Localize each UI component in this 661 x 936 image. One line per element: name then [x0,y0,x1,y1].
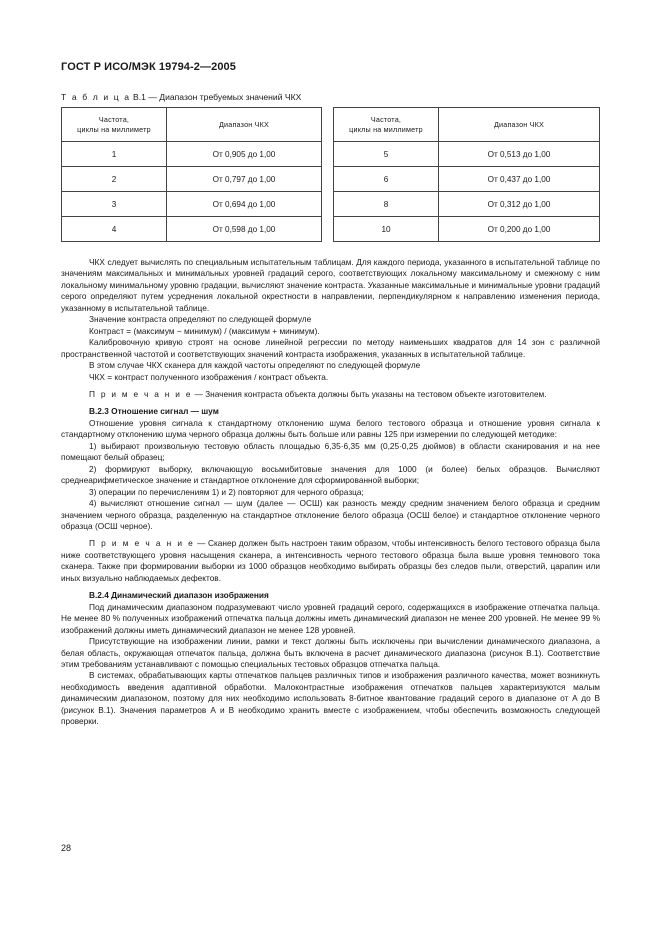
table-row [62,142,322,167]
formula-contrast: Контраст = (максимум − минимум) / (максимум + минимум). [89,325,320,336]
table-row [62,192,322,217]
table-row [334,192,600,217]
table-row [334,142,600,167]
range-cell: От 0,694 до 1,00 [167,192,322,217]
header-frequency: Частота, циклы на миллиметр [62,108,167,142]
formula-mtf: ЧКХ = контраст полученного изображения / контраст объекта. [89,371,329,382]
frequency-cell: 2 [62,167,167,192]
header-frequency: Частота, циклы на миллиметр [334,108,439,142]
paragraph: В этом случае ЧКХ сканера для каждой частоты определяют по следующей формуле [89,360,421,371]
frequency-cell: 4 [62,217,167,242]
body-text [61,257,600,728]
document-title: ГОСТ Р ИСО/МЭК 19794-2—2005 [61,61,236,73]
table-header-row [334,108,600,142]
frequency-cell: 10 [334,217,439,242]
paragraph: Присутствующие на изображении линии, рамки и текст должны быть исключены при вычислении динамического диапазона, а белая область, окружающая отпечаток пальца, должна быть включена в расчет динамического диапазона (рисунок В.1). Соответствие этим требованиям устанавливают с помощью специальных тестовых образцов отпечатка пальца. [61,636,600,669]
paragraph: Отношение уровня сигнала к стандартному отклонению шума белого тестового образца и отношение уровня сигнала к стандартному отклонению шума черного образца должны быть больше или равны 125 при измерении по следующей методике: [61,417,600,440]
header-mtf-range: Диапазон ЧКХ [439,108,600,142]
paragraph: Значение контраста определяют по следующей формуле [89,314,312,325]
note-label: П р и м е ч а н и е [89,388,193,399]
range-cell: От 0,797 до 1,00 [167,167,322,192]
range-cell: От 0,905 до 1,00 [167,142,322,167]
table-caption-prefix: Т а б л и ц а [61,92,131,102]
list-item: 3) операции по перечислениям 1) и 2) повторяют для черного образца; [89,486,364,497]
table-row [62,167,322,192]
range-cell: От 0,513 до 1,00 [439,142,600,167]
range-cell: От 0,598 до 1,00 [167,217,322,242]
note [61,389,600,400]
paragraph: Калибровочную кривую строят на основе линейной регрессии по методу наименьших квадратов для 14 зон с различной пространственной частотой и соответствующих значений контраста изображения, указанных в испытательной таблице. [61,337,600,359]
note-label: П р и м е ч а н и е [89,538,195,549]
section-heading: В.2.4 Динамический диапазон изображения [89,590,269,601]
paragraph: Под динамическим диапазоном подразумевают число уровней градаций серого, содержащихся в изображение отпечатка пальца. Не менее 80 % полученных изображений отпечатка пальца должны иметь динамический диапазон не менее 200 уровней. Не менее 99 % изображений должны иметь динамический диапазон не менее 128 уровней. [61,601,600,635]
table-header-row [62,108,322,142]
note-text: — Значения контраста объекта должны быть указаны на тестовом объекте изготовителем. [192,388,547,399]
page-number: 28 [61,843,72,853]
note-text: — Сканер должен быть настроен таким образом, чтобы интенсивность белого тестового образца была ниже соответствующего уровня насыщения сканера, а интенсивность черного тестового образца была выше уровня темнового тока сканера. Также при формировании выборки из 1000 образцов необходимо выбирать образцы без следов пыли, отверстий, царапин или иных визуально наблюдаемых дефектов. [61,538,600,583]
table-caption-title: В.1 — Диапазон требуемых значений ЧКХ [130,92,302,102]
range-cell: От 0,312 до 1,00 [439,192,600,217]
paragraph: В системах, обрабатывающих карты отпечатков пальцев различных типов и изображения различного качества, может возникнуть необходимость введения адаптивной обработки. Малоконтрастные изображения отпечатков пальцев характеризуются малым динамическим диапазоном, поэтому для них необходимо использовать 8-битное квантование градаций серого в диапазоне от А до В (рисунок В.1). Значения параметров А и В необходимо хранить вместе с изображением, чтобы обеспечить возможность следующей проверки. [61,670,600,727]
list-item: 1) выбирают произвольную тестовую область площадью 6,35·6,35 мм (0,25·0,25 дюймов) в области сканирования и на нее помещают белый образец; [61,440,600,463]
table-row [62,217,322,242]
table-caption [61,92,301,102]
section-heading: В.2.3 Отношение сигнал — шум [89,406,219,417]
mtf-table-right [333,107,600,238]
frequency-cell: 3 [62,192,167,217]
list-item: 4) вычисляют отношение сигнал — шум (далее — ОСШ) как разность между средним значением белого образца и средним значением черного образца, разделенную на стандартное отклонение белого образца (ОСШ белое) и стандартное отклонение черного образца (ОСШ черное). [61,498,600,531]
range-cell: От 0,200 до 1,00 [439,217,600,242]
frequency-cell: 1 [62,142,167,167]
range-cell: От 0,437 до 1,00 [439,167,600,192]
table-row [334,217,600,242]
frequency-cell: 6 [334,167,439,192]
list-item: 2) формируют выборку, включающую восьмибитовые значения для 1000 (и более) белых образцов. Вычисляют среднеарифметическое значение и стандартное отклонение для сформированной выборки; [61,463,600,486]
frequency-cell: 8 [334,192,439,217]
note [61,538,600,584]
paragraph: ЧКХ следует вычислять по специальным испытательным таблицам. Для каждого периода, указанного в испытательной таблице по значениям максимальных и минимальных уровней градаций серого, соответствующих локальному максимальному и смежному с ним локальному минимальному уровню градации, вычисляют значение контраста. Указанные максимальные и минимальные уровни градаций серого определяют путем усреднения локальной окрестности в направлении, перпендикулярном к направлению изменения периода, указанному в испытательной таблице. [61,257,600,313]
frequency-cell: 5 [334,142,439,167]
mtf-table-left [61,107,322,238]
header-mtf-range: Диапазон ЧКХ [167,108,322,142]
table-row [334,167,600,192]
